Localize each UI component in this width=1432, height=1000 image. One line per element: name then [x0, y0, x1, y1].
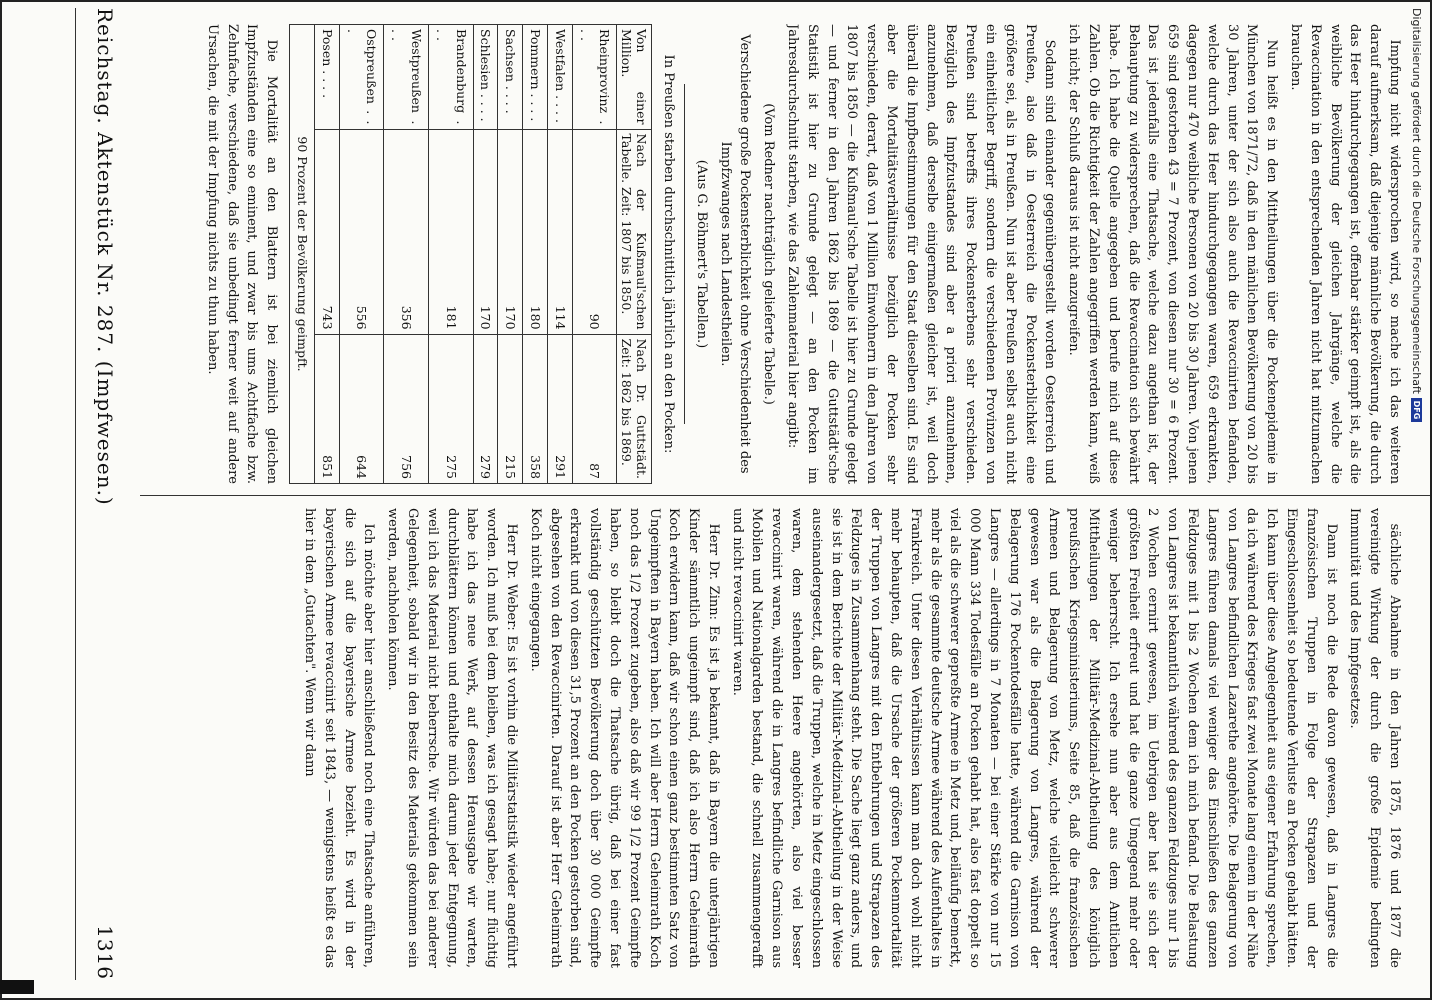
table-source: (Aus G. Böhmert's Tabellen.)	[693, 159, 709, 349]
page-header	[75, 8, 134, 980]
right-paragraph-2: Dann ist noch die Rede davon gewesen, daß in Langres die französischen Truppen in Folge der Strapazen und der Eingeschlossenheit so bedeutende Verluste an Pocken gehabt hätten. Ich kann über diese Angelegenheit aus eigener Erfahrung sprechen, da ich während des Krieges fast zwei Monate lang einem in der Nähe von Langres befindlichen Lazarethe angehörte. Die Belagerung von Langres führen damals viel weniger das Einschließen des ganzen Feldzuges mit 1 bis 2 Wochen dem ich mich befand. Die Belastung von Langres ist bekanntlich während des ganzen Feldzuges nur 1 bis 2 Wochen cernirt gewesen, im Uebrigen aber hat sie sich der größten Freiheit erfreut und hat die ganze Umgegend mehr oder weniger beherrscht. Ich ersehe nun aber aus dem Amtlichen Mittheilungen der Militär-Medizinal-Abtheilung des königlich preußischen Kriegsministeriums, Seite 85, daß die französischen Armeen und Belagerung von Metz, welche vielleicht schwerer gewesen war als die Belagerung von Langres, während der Belagerung 176 Pockentodesfälle hatte, während die Garnison von Langres — allerdings in 7 Monaten — bei einer Stärke von nur 15 000 Mann 334 Todesfälle an Pocken gehabt hat, also fast doppelt so viel als die schwerer gepreßte Armee in Metz und, beiläufig bemerkt, mehr als die gesammte deutsche Armee während des Aufenthaltes in Frankreich. Unter diesen Verhältnissen kann man doch wohl nicht mehr behaupten, daß die Ursache der größeren Pockenmortalität der Truppen von Langres mit den Entbehrungen und Strapazen des Feldzuges in Zusammenhang steht. Die Sache liegt ganz anders, und sie ist in dem Berichte der Militär-Medizinal-Abtheilung in der Weise auseinandergesetzt, daß die Truppen, welche in Metz eingeschlossen waren, dem stehenden Heere angehörten, also viel besser revaccinirt waren, während die in Langres befindliche Garnison aus Mobilen und Nationalgarden bestand, die schnell zusammengerafft und nicht revaccinirt waren.	[729, 508, 1339, 968]
table-footer-row	[290, 25, 315, 484]
left-paragraph-4: Die Mortalität an den Blattern ist bei ziemlich gleichen Impfzuständen eine so eminent, und zwar bis ums Achtfache bzw. Zehnfache, verschiedene, daß sie unbedingt ferner weit auf andere Ursachen, die mit der Impfung nichts zu thun haben.	[204, 24, 280, 484]
table-head-kussmaul: Nach der Kußmaul'schen Tabelle. Zeit: 1807 bis 1850.	[617, 129, 652, 334]
digitization-credit	[1408, 8, 1426, 988]
right-paragraph-1: sächliche Abnahme in den Jahren 1875, 1876 und 1877 die vereinigte Wirkung der durch die große Epidemie bedingten Immunität und des Impfgesetzes.	[1347, 508, 1402, 968]
right-column	[114, 508, 1404, 968]
right-paragraph-5: Ich möchte aber hier anschließend noch eine Thatsache anführen, die sich auf die bayerische Armee bezieht. Es wird in der bayerischen Armee revaccinirt seit 1843, — wenigstens heißt es das hier in dem „Gutachten". Wenn wir dann	[301, 508, 377, 968]
right-paragraph-4: Herr Dr. Weber: Es ist vorhin die Militärstatistik wieder angeführt worden. Ich muß bei dem bleiben, was ich gesagt habe; nur flüchtig habe ich das neue Werk, auf dessen Herausgabe wir warten, durchblättern können und enthalte mich darum jeder Entgegnung, weil ich das Material nicht beherrsche. Wir würden das bei anderer Gelegenheit, sobald wir in den Besitz des Materials gekommen sein werden, nachholen können.	[385, 508, 519, 968]
table-divider	[684, 84, 685, 424]
table-row: Ostpreußen . . . 556 644	[339, 25, 384, 484]
right-paragraph-3: Herr Dr. Zinn: Es ist ja bekannt, daß in Bayern die unterjährigen Kinder sämmtlich ungeimpft sind, daß ich also Herrn Geheimrath Koch erwidern kann, daß wir schon einen ganz bestimmten Satz von Ungeimpften in Bayern haben. Ich will aber Herrn Geheimrath Koch noch das 1/2 Prozent zugeben, also daß wir 99 1/2 Prozent Geimpfte haben, so bleibt doch die Thatsache übrig, daß bei einer fast vollständig geschützten Bevölkerung doch über 30 000 Geimpfte erkrankt und von diesen 31,5 Prozent an den Pocken gestorben sind, abgesehen von den Revaccinirten. Darauf ist aber Herr Geheimrath Koch nicht eingegangen.	[527, 508, 721, 968]
table-row: Schlesien . . . . 170 279	[473, 25, 498, 484]
table-row: Posen . . . . 743 851	[314, 25, 339, 484]
left-paragraph-1: Impfung nicht widersprochen wird, so mache ich das weiteren darauf aufmerksam, daß diejenige männliche Bevölkerung, die durch das Heer hindurchgegangen ist, offenbar stärker geimpft ist, als die weibliche Bevölkerung der gleichen Jahrgänge, welche die Revaccination in den entsprechenden Jahren nicht hat mitzumachen brauchen.	[1288, 24, 1402, 484]
table-row: Rheinprovinz . . . 90 87	[572, 25, 617, 484]
table-head-region: Von einer Million.	[617, 25, 652, 130]
table-row: Westpreußen . . . 356 756	[384, 25, 429, 484]
scan-edge-mark	[0, 980, 34, 994]
table-row: Westfalen . . . . 114 291	[547, 25, 572, 484]
table-head-guttstaedt: Nach Dr. Guttstädt. Zeit: 1862 bis 1869.	[617, 334, 652, 483]
table-note: (Vom Redner nachträglich gelieferte Tabelle.)	[761, 103, 777, 405]
table-footer: 90 Prozent der Bevölkerung geimpft.	[290, 25, 315, 484]
table-row: Pommern . . . . 180 358	[523, 25, 548, 484]
left-column	[114, 24, 1404, 484]
table-row: Brandenburg . . . 181 275	[428, 25, 473, 484]
digitization-text: Digitalisierung gefördert durch die Deutsche Forschungsgemeinschaft	[1410, 8, 1424, 394]
left-paragraph-2: Nun heißt es in den Mittheilungen über die Pockenepidemie in München von 1871/72, daß in den mänlichen Bevölkerung von 20 bis 30 Jahren, unter der sich also auch die Revaccinirten befanden, welche durch das Heer hindurchgegangen waren, 659 erkrankten, dagegen nur 470 weibliche Personen von 20 bis 30 Jahren. Von jenen 659 sind gestorben 43 = 7 Prozent, von diesen nur 30 = 6 Prozent. Das ist jedenfalls eine Thatsache, welche dazu angethan ist, der Behauptung zu widersprechen, daß die Revaccination sich bewährt habe. Ich habe die Quelle angegeben und berufe mich auf diese Zahlen. Ob die Richtigkeit der Zahlen angegriffen werden kann, weiß ich nicht; der Schluß daraus ist nicht anzugreifen.	[1066, 24, 1280, 484]
left-paragraph-3: Sodann sind einander gegenübergestellt worden Oesterreich und Preußen, also daß in Oesterreich die Pockensterblichkeit eine größere sei, als in Preußen. Nun ist aber Preußen selbst auch nicht ein einheitlicher Begriff, sondern die verschiedenen Provinzen von Preußen sind betreffs ihres Pockensterbens sehr verschieden. Bezüglich des Impfzustandes sind aber a priori anzunehmen, anzunehmen, daß derselbe einigermaßen gleicher ist, weil doch überall die Impfbestimmungen für den Staat dieselben sind. Es sind aber die Mortalitätsverhältnisse bezüglich der Pocken sehr verschieden, derart, daß von 1 Million Einwohnern in den Jahren von 1807 bis 1850 — die Kußmaul'sche Tabelle ist hier zu Grunde gelegt — und ferner in den Jahren 1862 bis 1869 — die Guttstädt'sche Statistik ist hier zu Grunde gelegt — an den Pocken im Jahresdurchschnitt starben, wie das Zahlenmaterial hier angibt:	[785, 24, 1058, 484]
table-intro: In Preußen starben durchschnittlich jährlich an den Pocken:	[661, 54, 677, 454]
smallpox-mortality-table	[289, 24, 652, 484]
dfg-logo: DFG	[1412, 398, 1423, 422]
header-title: Reichstag. Aktenstück Nr. 287. (Impfwesen.)	[93, 8, 117, 506]
column-divider	[140, 495, 1430, 496]
table-row: Sachsen . . . . 170 215	[498, 25, 523, 484]
table-title: Verschiedene große Pockensterblichkeit ohne Verschiedenheit des Impfzwanges nach Landestheilen.	[717, 34, 753, 474]
page-number: 1316	[93, 925, 117, 980]
